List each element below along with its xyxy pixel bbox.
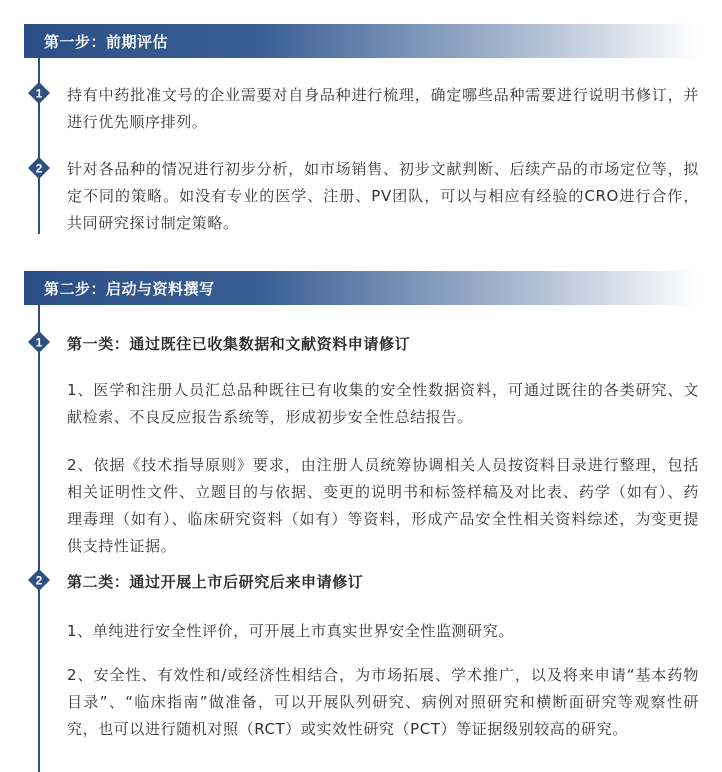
category1-paragraph-1: 1、医学和注册人员汇总品种既往已有收集的安全性数据资料，可通过既往的各类研究、文献检索、不良反应报告系统等，形成初步安全性总结报告。 xyxy=(67,381,699,426)
category2-paragraph-1: 1、单纯进行安全性评价，可开展上市真实世界安全性监测研究。 xyxy=(67,622,514,640)
category2-paragraph-2: 2、安全性、有效性和/或经济性相结合，为市场拓展、学术推广，以及将来申请“基本药物目录”、“临床指南”做准备，可以开展队列研究、病例对照研究和横断面研究等观察性研究，也可以进行随机对照（RCT）或实效性研究（PCT）等证据级别较高的研究。 xyxy=(67,666,699,738)
step2-title: 第二步：启动与资料撰写 xyxy=(44,280,215,298)
category1-paragraph-2: 2、依据《技术指导原则》要求，由注册人员统筹协调相关人员按资料目录进行整理，包括相关证明性文件、立题目的与依据、变更的说明书和标签样稿及对比表、药学（如有）、药理毒理（如有）、临床研究资料（如有）等资料，形成产品安全性相关资料综述，为变更提供支持性证据。 xyxy=(67,456,699,555)
diamond-icon xyxy=(28,82,50,104)
svg-text:2: 2 xyxy=(35,161,43,176)
diamond-icon xyxy=(28,569,50,591)
step2-marker-1 xyxy=(28,331,50,353)
step1-paragraph-1: 持有中药批准文号的企业需要对自身品种进行梳理，确定哪些品种需要进行说明书修订，并进行优先顺序排列。 xyxy=(67,86,699,131)
svg-text:1: 1 xyxy=(35,335,43,350)
category1-heading: 第一类：通过既往已收集数据和文献资料申请修订 xyxy=(67,335,411,353)
step2-timeline-line xyxy=(38,305,40,772)
category2-heading: 第二类：通过开展上市后研究后来申请修订 xyxy=(67,573,364,591)
svg-text:2: 2 xyxy=(35,573,43,588)
step1-title: 第一步：前期评估 xyxy=(44,33,169,51)
svg-text:1: 1 xyxy=(35,86,43,101)
step1-marker-1 xyxy=(28,82,50,104)
diamond-icon xyxy=(28,331,50,353)
diamond-icon xyxy=(28,157,50,179)
step1-marker-2 xyxy=(28,157,50,179)
step1-paragraph-2: 针对各品种的情况进行初步分析，如市场销售、初步文献判断、后续产品的市场定位等，拟定不同的策略。如没有专业的医学、注册、PV团队，可以与相应有经验的CRO进行合作，共同研究探讨制定策略。 xyxy=(67,160,699,232)
step2-marker-2 xyxy=(28,569,50,591)
